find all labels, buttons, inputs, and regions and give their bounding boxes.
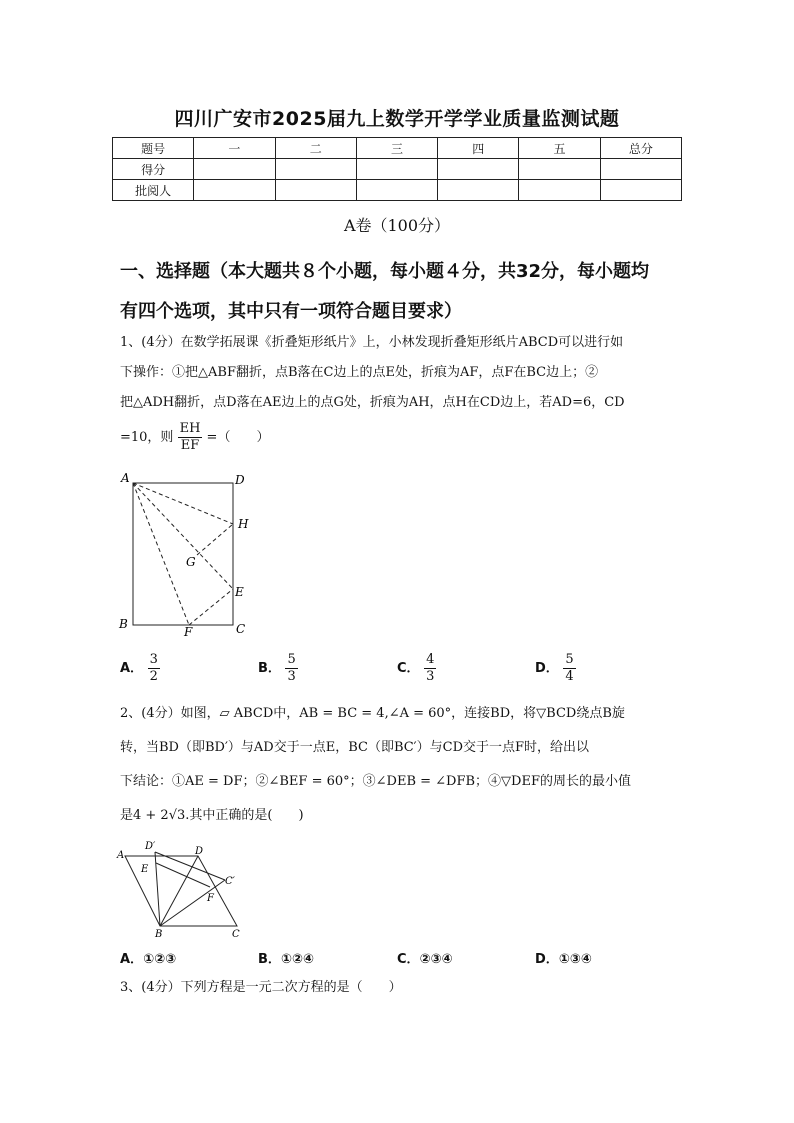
option-text: ②③④: [419, 952, 453, 967]
option-letter: B．: [258, 661, 281, 676]
section-a-heading: A卷（100分）: [343, 216, 451, 235]
option-text: ①②③: [143, 952, 177, 967]
table-cell[interactable]: [438, 159, 519, 180]
q2-line: 转，当BD（即BD′）与AD交于一点E，BC（即BC′）与CD交于一点F时，给出以: [120, 740, 590, 755]
segment-gh: [197, 524, 233, 555]
table-cell[interactable]: [356, 159, 437, 180]
option-letter: D．: [535, 952, 559, 967]
frac-den: 4: [565, 669, 574, 684]
label-c: C: [236, 622, 246, 636]
q1-line4-pre: =10，则: [120, 430, 174, 445]
fold-line-ah: [133, 483, 233, 524]
q3-line: 3、(4分）下列方程是一元二次方程的是（ ）: [120, 980, 402, 995]
option-letter: A．: [120, 661, 144, 676]
table-cell[interactable]: [519, 180, 600, 201]
part1-heading: [120, 252, 680, 332]
q1-option-b[interactable]: [258, 652, 298, 685]
q2-line: 2、(4分）如图，▱ ABCD中，AB = BC = 4,∠A = 60°，连接BD，将▽BCD绕点B旋: [120, 706, 625, 721]
q1-option-a[interactable]: [120, 652, 160, 685]
table-header-cell: 三: [356, 138, 437, 159]
table-cell[interactable]: [356, 180, 437, 201]
q1-line4-post: =（ ）: [206, 430, 270, 445]
page-title: 四川广安市2025届九上数学开学学业质量监测试题: [174, 108, 620, 130]
option-letter: C．: [397, 952, 420, 967]
table-row: [113, 159, 682, 180]
q2-line: 下结论：①AE = DF；②∠BEF = 60°；③∠DEB = ∠DFB；④▽DEF的周长的最小值: [120, 774, 631, 789]
table-cell[interactable]: [600, 159, 681, 180]
label-d-prime: D′: [145, 841, 156, 852]
question-3-text: [120, 973, 680, 1003]
option-text: ①③④: [558, 952, 592, 967]
q1-frac-den: EF: [180, 438, 200, 453]
label-d: D: [195, 846, 204, 857]
fold-line-af: [133, 483, 189, 625]
q2-line: 是4 + 2√3.其中正确的是( ): [120, 808, 304, 823]
part1-heading-line: 一、选择题（本大题共８个小题，每小题４分，共32分，每小题均: [120, 261, 650, 282]
rectangle-abcd: [133, 483, 233, 625]
table-cell[interactable]: [600, 180, 681, 201]
label-b: B: [119, 617, 128, 631]
q1-frac-num: EH: [179, 421, 201, 436]
option-letter: D．: [535, 661, 559, 676]
label-a: A: [121, 471, 130, 485]
option-fraction: [285, 652, 297, 685]
q1-option-d[interactable]: [535, 652, 576, 685]
frac-num: 4: [426, 652, 435, 667]
option-fraction: [563, 652, 575, 685]
table-cell[interactable]: [275, 159, 356, 180]
option-fraction: [424, 652, 436, 685]
question-1-text: [120, 328, 680, 458]
frac-num: 5: [565, 652, 574, 667]
q2-option-b[interactable]: [258, 948, 314, 967]
fold-line-ae: [133, 483, 233, 589]
option-letter: C．: [397, 661, 420, 676]
q1-option-c[interactable]: [397, 652, 436, 685]
table-cell[interactable]: [438, 180, 519, 201]
table-row-label: 得分: [113, 159, 194, 180]
frac-den: 3: [287, 669, 296, 684]
q1-line: 1、(4分）在数学拓展课《折叠矩形纸片》上，小林发现折叠矩形纸片ABCD可以进行如: [120, 335, 624, 350]
table-header-cell: 一: [194, 138, 275, 159]
segment-fe: [189, 589, 233, 625]
label-c: C: [232, 929, 240, 940]
option-letter: A．: [120, 952, 144, 967]
q1-line: 下操作：①把△ABF翻折，点B落在C边上的点E处，折痕为AF，点F在BC边上；②: [120, 365, 599, 380]
table-header-cell: 五: [519, 138, 600, 159]
question-2-text: [120, 697, 680, 833]
label-f: F: [207, 893, 214, 904]
score-table: [112, 137, 682, 201]
q1-figure: [115, 470, 265, 640]
table-cell[interactable]: [519, 159, 600, 180]
table-header-cell: 总分: [600, 138, 681, 159]
q2-option-a[interactable]: [120, 948, 176, 967]
label-b: B: [155, 929, 163, 940]
q2-option-c[interactable]: [397, 948, 453, 967]
frac-num: 3: [149, 652, 158, 667]
q1-line: [120, 418, 680, 458]
option-letter: B．: [258, 952, 281, 967]
q2-figure: [115, 838, 255, 942]
frac-num: 5: [287, 652, 296, 667]
table-row-label: 批阅人: [113, 180, 194, 201]
table-header-cell: 题号: [113, 138, 194, 159]
table-header-cell: 二: [275, 138, 356, 159]
score-table-header-row: [113, 138, 682, 159]
q1-fraction: [178, 421, 203, 454]
frac-den: 2: [149, 669, 158, 684]
label-a: A: [117, 850, 125, 861]
table-cell[interactable]: [194, 159, 275, 180]
option-fraction: [148, 652, 160, 685]
option-text: ①②④: [280, 952, 314, 967]
label-e: E: [235, 585, 244, 599]
q1-line: 把△ADH翻折，点D落在AE边上的点G处，折痕为AH，点H在CD边上，若AD=6，CD: [120, 395, 625, 410]
label-g: G: [186, 555, 196, 569]
table-cell[interactable]: [194, 180, 275, 201]
label-d: D: [235, 473, 245, 487]
label-c-prime: C′: [225, 876, 235, 887]
part1-heading-line: 有四个选项，其中只有一项符合题目要求）: [120, 301, 462, 322]
frac-den: 3: [426, 669, 435, 684]
label-f: F: [184, 625, 193, 639]
segment-bc-prime: [160, 880, 225, 926]
table-row: [113, 180, 682, 201]
label-e: E: [141, 864, 149, 875]
label-h: H: [238, 517, 249, 531]
q2-option-d[interactable]: [535, 948, 592, 967]
segment-bd-prime: [155, 852, 160, 926]
table-cell[interactable]: [275, 180, 356, 201]
table-header-cell: 四: [438, 138, 519, 159]
